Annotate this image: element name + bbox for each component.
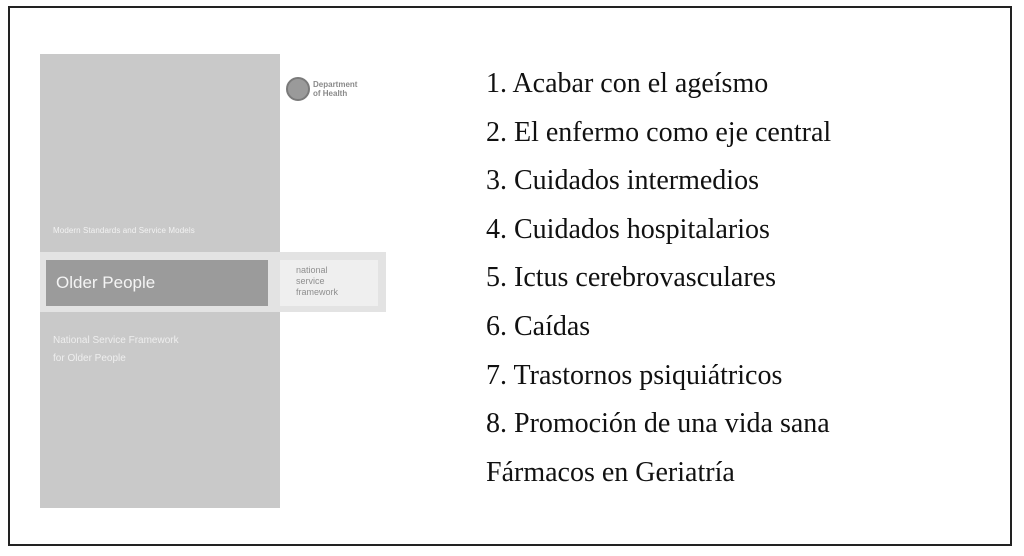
topic-list xyxy=(486,60,831,497)
topic-item: 8. Promoción de una vida sana xyxy=(486,408,830,440)
logo-text: Department of Health xyxy=(313,80,358,98)
nsf-line: framework xyxy=(296,287,339,297)
department-of-health-logo xyxy=(286,74,378,104)
topic-item: 2. El enfermo como eje central xyxy=(486,116,832,148)
slide-frame xyxy=(8,6,1012,546)
cover-title: Older People xyxy=(56,273,156,292)
topic-item: 6. Caídas xyxy=(486,310,591,342)
seal-icon xyxy=(286,77,310,101)
topic-item: Fármacos en Geriatría xyxy=(486,456,735,488)
nsf-line: national xyxy=(296,265,328,275)
cover-caption xyxy=(53,332,179,368)
topic-item: 7. Trastornos psiquiátricos xyxy=(486,359,783,391)
nsf-line: service xyxy=(296,276,325,286)
topic-item: 4. Cuidados hospitalarios xyxy=(486,213,770,245)
cover-caption-line: for Older People xyxy=(53,353,126,364)
topic-item: 5. Ictus cerebrovasculares xyxy=(486,262,776,294)
topic-item: 3. Cuidados intermedios xyxy=(486,165,759,197)
topic-item: 1. Acabar con el ageísmo xyxy=(486,68,769,99)
cover-caption-line: National Service Framework xyxy=(53,335,179,346)
cover-title-box xyxy=(46,260,268,306)
nsf-label-box xyxy=(280,260,378,306)
cover-subtitle: Modern Standards and Service Models xyxy=(53,226,195,235)
